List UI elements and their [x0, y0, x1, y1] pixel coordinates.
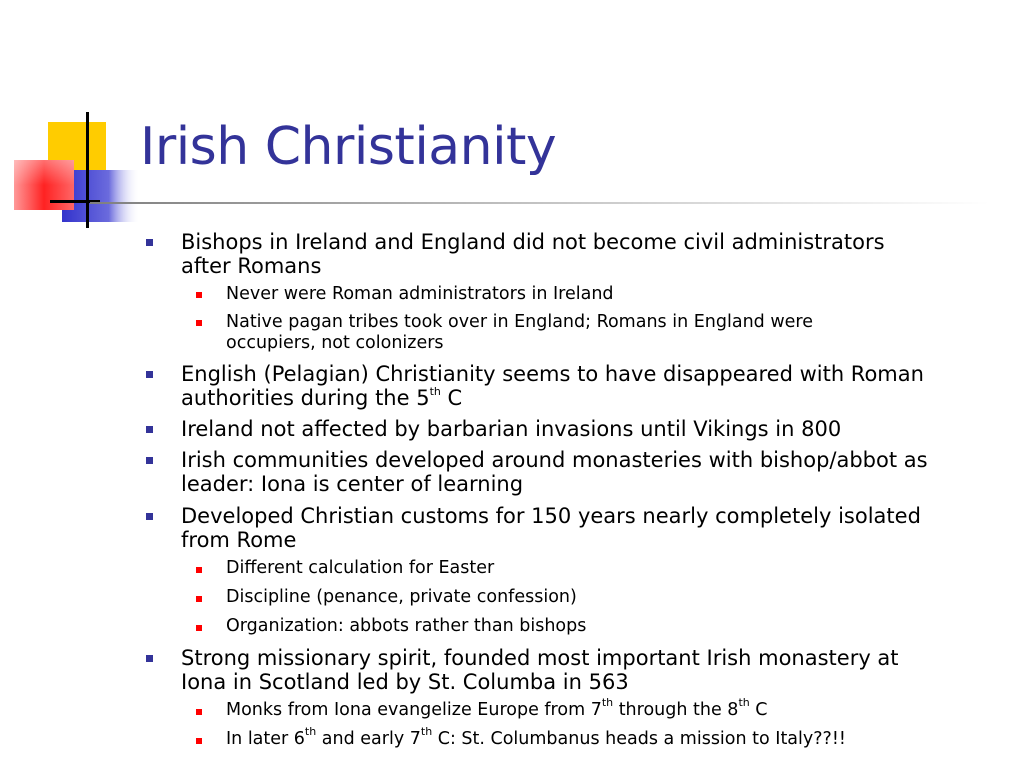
sub-bullet-marker [196, 625, 202, 631]
bullet-text-cont: leader: Iona is center of learning [181, 472, 524, 496]
sub-bullet-marker [196, 292, 202, 298]
bullet-marker [146, 239, 153, 246]
bullet-text-cont: from Rome [181, 528, 297, 552]
bullet-text-cont: after Romans [181, 254, 322, 278]
sub-bullet-text: In later 6th and early 7th C: St. Columbanus heads a mission to Italy??!! [226, 725, 846, 749]
bullet-text-cont: Iona in Scotland led by St. Columba in 563 [181, 670, 629, 694]
bullet-marker [146, 655, 153, 662]
sub-bullet-text: Different calculation for Easter [226, 558, 495, 578]
sub-bullet-text: Monks from Iona evangelize Europe from 7th through the 8th C [226, 696, 768, 720]
bullet-marker [146, 457, 153, 464]
sub-bullet-text: Never were Roman administrators in Ireland [226, 284, 614, 304]
sub-bullet-text-cont: occupiers, not colonizers [226, 333, 444, 353]
sub-bullet-text: Discipline (penance, private confession) [226, 587, 577, 607]
bullet-marker [146, 371, 153, 378]
bullet-text: Developed Christian customs for 150 years nearly completely isolated [181, 504, 921, 528]
bullet-text: Strong missionary spirit, founded most important Irish monastery at [181, 646, 899, 670]
sub-bullet-marker [196, 567, 202, 573]
sub-bullet-marker [196, 738, 202, 744]
bullet-text: Ireland not affected by barbarian invasions until Vikings in 800 [181, 417, 842, 441]
sub-bullet-text: Organization: abbots rather than bishops [226, 616, 587, 636]
slide-title: Irish Christianity [140, 117, 557, 177]
sub-bullet-text: Native pagan tribes took over in England; Romans in England were [226, 312, 813, 332]
bullet-text-cont: authorities during the 5th C [181, 385, 463, 410]
sub-bullet-marker [196, 596, 202, 602]
sub-bullet-marker [196, 320, 202, 326]
sub-bullet-marker [196, 709, 202, 715]
bullet-marker [146, 426, 153, 433]
bullet-marker [146, 513, 153, 520]
bullet-text: English (Pelagian) Christianity seems to have disappeared with Roman [181, 362, 924, 386]
bullet-text: Bishops in Ireland and England did not become civil administrators [181, 230, 885, 254]
bullet-text: Irish communities developed around monasteries with bishop/abbot as [181, 448, 928, 472]
